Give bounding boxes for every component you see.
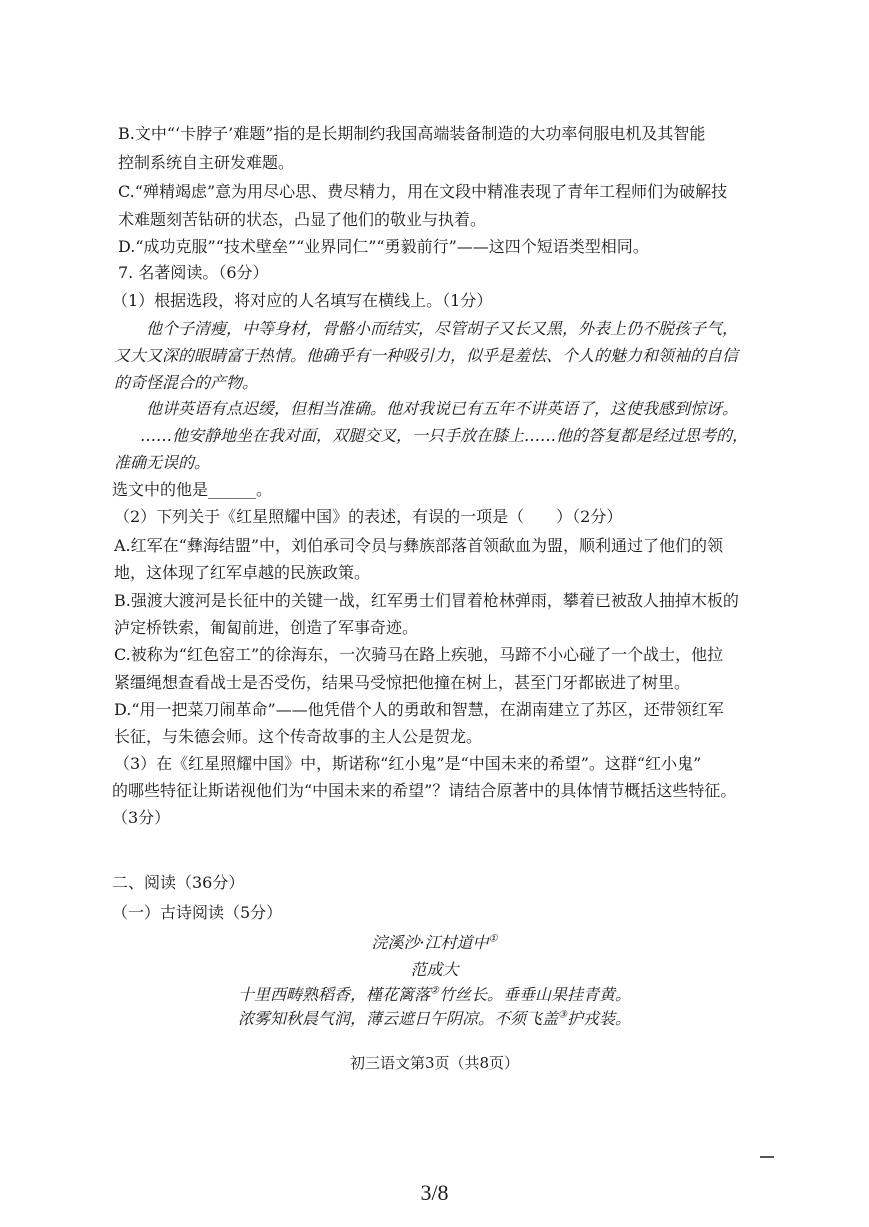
poem-author: 范成大 (410, 960, 459, 979)
q6-option-c-line2: 术难题刻苦钻研的状态，凸显了他们的敬业与执着。 (118, 210, 487, 229)
excerpt-line: 他讲英语有点迟缓，但相当准确。他对我说已有五年不讲英语了，这使我感到惊讶。 (146, 399, 739, 418)
poem-line-2-note: ③ (558, 1009, 567, 1021)
q7-part3-line1: （3）在《红星照耀中国》中，斯诺称“红小鬼”是“中国未来的希望”。这群“红小鬼” (114, 754, 702, 773)
poem-line-1-b: 竹丝长。垂垂山果挂青黄。 (438, 985, 631, 1004)
page-footer-info: 初三语文第3页（共8页） (349, 1054, 520, 1072)
q6-option-d: D.“成功克服”“技术壁垒”“业界同仁”“勇毅前行”——这四个短语类型相同。 (118, 237, 649, 256)
excerpt-line: 的奇怪混合的产物。 (114, 373, 259, 392)
page-number: 3/8 (420, 1180, 449, 1205)
poem-line-1 (0, 984, 869, 1006)
poem-title (0, 932, 869, 954)
q7-part2-option-b-line1: B.强渡大渡河是长征中的关键一战，红军勇士们冒着枪林弹雨，攀着已被敌人抽掉木板的 (114, 591, 739, 610)
q7-part1-prompt: （1）根据选段，将对应的人名填写在横线上。（1分） (112, 291, 493, 310)
q7-part2-option-a-line1: A.红军在“彝海结盟”中，刘伯承司令员与彝族部落首领歃血为盟，顺利通过了他们的领 (114, 536, 724, 555)
scan-artifact-mark (760, 1156, 774, 1158)
section2-subsection-title: （一）古诗阅读（5分） (112, 903, 283, 922)
poem-line-2-a: 浓雾知秋晨气润，薄云遮日午阴凉。不须飞盖 (238, 1009, 559, 1028)
q7-title: 7. 名著阅读。（6分） (118, 263, 269, 282)
q7-part3-line2: 的哪些特征让斯诺视他们为“中国未来的希望”？请结合原著中的具体情节概括这些特征。 (112, 781, 737, 800)
q7-part2-prompt: （2）下列关于《红星照耀中国》的表述，有误的一项是（ ）（2分） (114, 507, 623, 526)
excerpt-line: 又大又深的眼睛富于热情。他确乎有一种吸引力，似乎是羞怯、个人的魅力和领袖的自信 (114, 346, 739, 365)
excerpt-line: 他个子清瘦，中等身材，骨骼小而结实，尽管胡子又长又黑，外表上仍不脱孩子气， (146, 319, 739, 338)
q7-part3-line3: （3分） (112, 808, 171, 827)
q7-part2-option-c-line2: 紧缰绳想查看战士是否受伤，结果马受惊把他撞在树上，甚至门牙都嵌进了树里。 (114, 673, 691, 692)
excerpt-line: 准确无误的。 (114, 453, 211, 472)
q7-part2-option-d-line2: 长征，与朱德会师。这个传奇故事的主人公是贺龙。 (114, 727, 483, 746)
q7-part2-option-b-line2: 泸定桥铁索，匍匐前进，创造了军事奇迹。 (114, 618, 419, 637)
section2-title: 二、阅读（36分） (112, 873, 245, 892)
q6-option-c-line1: C.“殚精竭虑”意为用尽心思、费尽精力，用在文段中精准表现了青年工程师们为破解技 (118, 182, 728, 201)
poem-line-1-note: ② (430, 985, 439, 997)
poem-line-2-b: 护戎装。 (566, 1009, 631, 1028)
excerpt-line: ……他安静地坐在我对面，双腿交叉，一只手放在膝上……他的答复都是经过思考的， (140, 426, 749, 445)
poem-line-1-a: 十里西畴熟稻香，槿花篱落 (238, 985, 431, 1004)
q7-part1-answer-line: 选文中的他是______。 (112, 480, 273, 499)
q7-part2-option-a-line2: 地，这体现了红军卓越的民族政策。 (114, 563, 371, 582)
q7-part2-option-c-line1: C.被称为“红色窑工”的徐海东，一次骑马在路上疾驰，马蹄不小心碰了一个战士，他拉 (114, 645, 724, 664)
q6-option-b-line1: B.文中“‘卡脖子’难题”指的是长期制约我国高端装备制造的大功率伺服电机及其智能 (118, 124, 706, 143)
q7-part2-option-d-line1: D.“用一把菜刀闹革命”——他凭借个人的勇敢和智慧，在湖南建立了苏区，还带领红军 (114, 700, 724, 719)
poem-title-text: 浣溪沙·江村道中 (371, 933, 489, 952)
q6-option-b-line2: 控制系统自主研发难题。 (118, 153, 295, 172)
poem-line-2 (0, 1008, 869, 1030)
poem-title-note: ① (488, 933, 498, 945)
